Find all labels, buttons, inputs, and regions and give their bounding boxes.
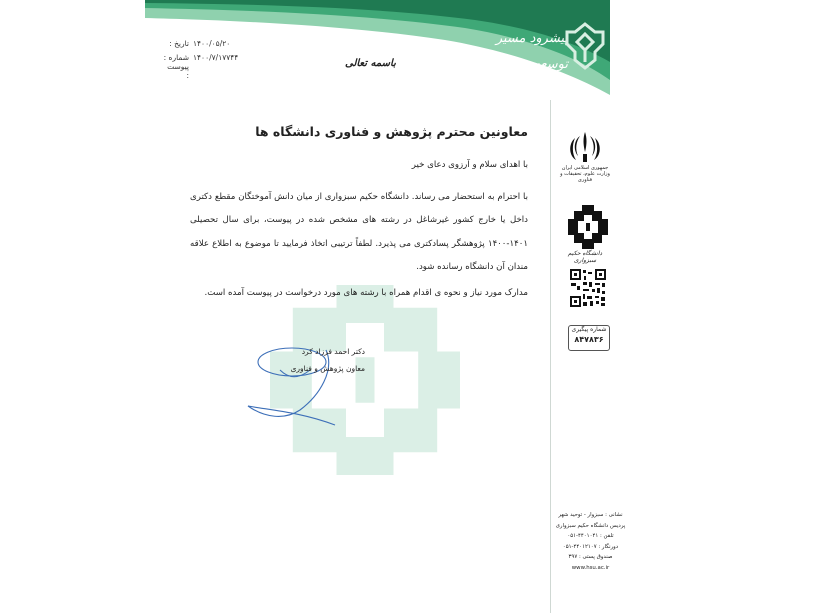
university-gem-logo-icon [564,22,606,70]
letter-meta [163,36,253,78]
letter-body [190,122,528,305]
signer-block [265,343,365,377]
university-logo-icon [568,205,608,249]
footer-po-box: صندوق پستی : ۳۹۷ [568,554,613,560]
footer-fax: دورنگار : ۴۴۰۱۲۱۰۷-۰۵۱ [562,543,619,550]
footer-address: نشانی : سبزوار - توحید شهر [558,512,623,518]
tracking-number: ۸۴۷۸۳۶ [574,335,604,344]
footer-phone: تلفن : ۴۴۰۱۰۴۱-۰۵۱ [567,533,614,539]
slogan-line-1: پیشرود مسیر توسعه [495,31,568,72]
footer-campus: پردیس دانشگاه حکیم سبزواری [555,522,626,529]
letter-greeting: با اهدای سلام و آرزوی دعای خیر [411,160,528,170]
date-value: ۱۴۰۰/۰۵/۲۰ [193,38,231,48]
attachment-row [163,64,253,78]
basmala: باسمه تعالی [345,58,396,69]
sidebar-divider [550,100,551,613]
date-row [163,36,253,50]
number-label: شماره : [163,52,189,62]
letter-page [145,0,626,613]
tracking-label: شماره پیگیری [571,326,607,333]
slogan-line-2: پویاد عرصه علمی [502,83,598,98]
iran-emblem-icon [566,130,604,164]
tracking-box [568,325,610,351]
signer-name: دکتر احمد فرزاد کرد [301,347,365,356]
signer-position: معاون پژوهش و فناوری [290,364,365,373]
letter-title: معاونین محترم پژوهش و فناوری دانشگاه ها [255,124,528,139]
letter-paragraph-1: با احترام به استحضار می رساند. دانشگاه حکیم سبزواری از میان دانش آموختگان مقطع دکتری داخل یا خارج کشور غیرشاغل در رشته های مشخص شده در پیوست، برای سال تحصیلی ۱۴۰۱-۱۴۰۰ پژوهشگر پسادکتری می پذیرد. لطفاً ترتیبی اتخاذ فرمایید تا موضوع به اطلاع علاقه مندان آن دانشگاه رسانده شود. [190,191,528,272]
footer-website[interactable]: www.hsu.ac.ir [571,564,610,571]
date-label: تاریخ : [169,38,189,48]
university-name: دانشگاه حکیم سبزواری [567,250,603,264]
letter-paragraph-2: مدارک مورد نیاز و نحوه ی اقدام همراه با رشته های مورد درخواست در پیوست آمده است. [204,287,528,298]
attachment-label: پیوست : [167,62,189,80]
number-value: ۱۴۰۰/۷/۱۷۷۴۴ [193,52,239,62]
ministry-text: جمهوری اسلامی ایران وزارت علوم، تحقیقات و فناوری [560,165,610,183]
qr-code-icon [569,268,607,308]
contact-footer [553,510,628,573]
